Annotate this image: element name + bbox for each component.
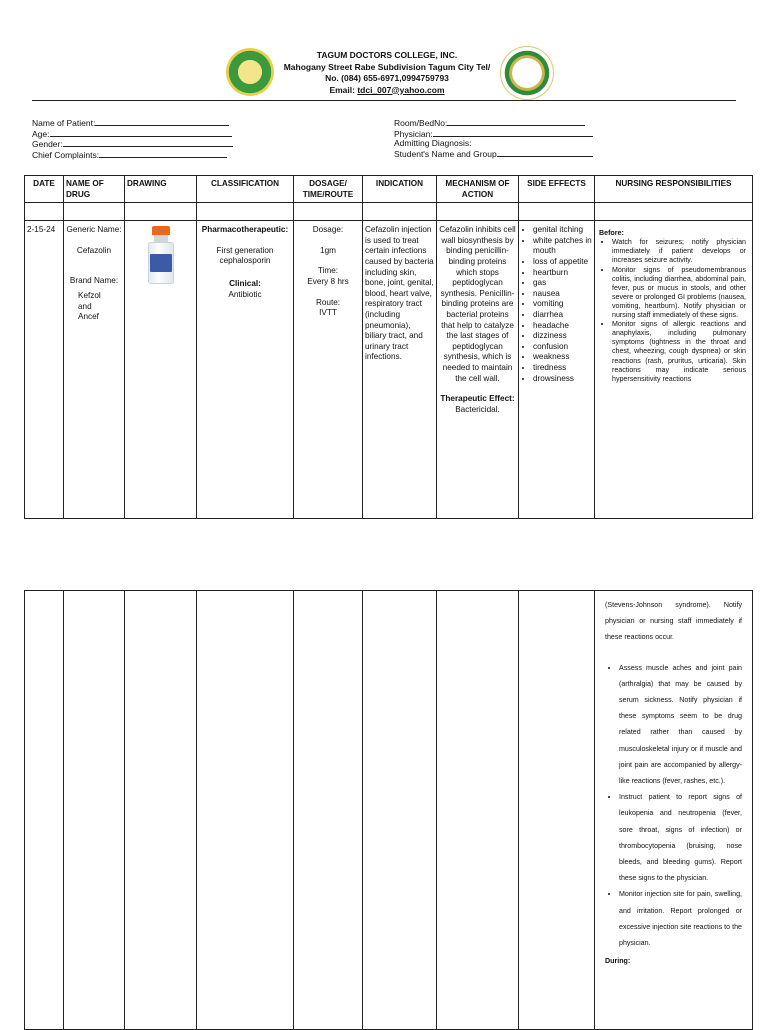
header-divider xyxy=(32,100,736,101)
nursing-continued-cell xyxy=(595,591,753,1030)
side-effects-list xyxy=(521,225,592,384)
time-label: Time: xyxy=(317,266,339,276)
drug-name-cell xyxy=(64,221,125,519)
complaints-label: Chief Complaints: xyxy=(32,149,100,160)
mechanism-text: Cefazolin inhibits cell wall biosynthesis by binding penicillin-binding proteins which stops peptidoglycan synthesis. Penicillin-binding proteins are bacterial proteins that help to catalyze the last stages of peptidoglycan synthesis, which is needed to maintain the cell wall. xyxy=(439,225,516,383)
route-label: Route: xyxy=(315,297,341,307)
header-date: DATE xyxy=(25,176,64,203)
list-item: • heartburn xyxy=(533,268,592,279)
route-value: IVTT xyxy=(319,308,337,318)
header-drawing: DRAWING xyxy=(125,176,197,203)
school-header xyxy=(0,48,768,100)
list-item: • tiredness xyxy=(533,363,592,374)
list-item: • vomiting xyxy=(533,299,592,310)
college-seal-logo xyxy=(226,48,274,96)
age-label: Age: xyxy=(32,128,50,139)
age-row xyxy=(32,129,233,140)
time-value: Every 8 hrs xyxy=(307,276,349,286)
dosage-value: 1gm xyxy=(320,245,336,255)
patient-name-row xyxy=(32,118,233,129)
patient-info-right xyxy=(394,118,593,159)
gender-label: Gender: xyxy=(32,139,63,150)
list-item: • confusion xyxy=(533,342,592,353)
patient-name-label: Name of Patient: xyxy=(32,118,96,128)
list-item: • Monitor signs of pseudomembranous colitis, including diarrhea, abdominal pain, fever, pus or mucus in stools, and other severe or prolonged GI problems (nausea, vomiting, heartburn). Notify physician or nursing staff immediately of these signs. xyxy=(612,266,746,321)
list-item: • gas xyxy=(533,278,592,289)
header-dosage: DOSAGE/ TIME/ROUTE xyxy=(294,176,363,203)
diagnosis-row xyxy=(394,139,593,149)
gender-field[interactable] xyxy=(63,139,233,147)
school-name: TAGUM DOCTORS COLLEGE, INC. xyxy=(316,50,458,60)
list-item: • Monitor injection site for pain, swelling, and irritation. Report prolonged or excessive injection site reactions to the physician. xyxy=(619,886,742,951)
list-item: • dizziness xyxy=(533,331,592,342)
therapeutic-value: Bactericidal. xyxy=(455,404,500,414)
table-header-row xyxy=(25,176,753,203)
drug-study-table-continued xyxy=(24,590,753,1030)
gender-row xyxy=(32,139,233,150)
vial-image xyxy=(147,226,175,284)
list-item: • drowsiness xyxy=(533,374,592,385)
during-label: During: xyxy=(605,957,631,966)
list-item: • Monitor signs of allergic reactions and anaphylaxis, including pulmonary symptoms (tightness in the throat and chest, wheezing, cough dyspnea) or skin reactions (rash, pruritus, urticaria). Skin reactions may indicate serious hypersensitivity reactions xyxy=(612,320,746,384)
student-row xyxy=(394,149,593,160)
school-info xyxy=(276,50,498,96)
room-row xyxy=(394,118,593,129)
generic-label: Generic Name: xyxy=(66,225,122,235)
dosage-label: Dosage: xyxy=(312,225,344,235)
brand-names: Kefzol and Ancef xyxy=(78,290,101,322)
indication-cell: Cefazolin injection is used to treat certain infections caused by bacteria including skin, bone, joint, genital, blood, heart valve, respiratory tract (including pneumonia), biliary tract, and urinary tract infections. xyxy=(363,221,437,519)
header-indication: INDICATION xyxy=(363,176,437,203)
complaints-row xyxy=(32,150,233,161)
list-item: • nausea xyxy=(533,289,592,300)
room-label: Room/BedNo: xyxy=(394,118,448,128)
table-row xyxy=(25,591,753,1030)
list-item: • headache xyxy=(533,321,592,332)
header-mechanism: MECHANISM OF ACTION xyxy=(437,176,519,203)
email-label: Email: xyxy=(329,84,355,95)
school-phone: No. (084) 655-6971,0994759793 xyxy=(325,73,449,83)
list-item: • loss of appetite xyxy=(533,257,592,268)
before-label: Before: xyxy=(599,229,624,238)
list-item: • diarrhea xyxy=(533,310,592,321)
pharma-value: First generation cephalosporin xyxy=(216,245,274,266)
list-item: • Watch for seizures; notify physician immediately if patient develops or increases seizure activity. xyxy=(612,238,746,265)
header-nursing: NURSING RESPONSIBILITIES xyxy=(595,176,753,203)
side-effects-cell xyxy=(519,221,595,519)
brand-label: Brand Name: xyxy=(69,276,119,286)
complaints-field[interactable] xyxy=(99,150,227,158)
nursing-list xyxy=(599,238,746,384)
school-email-link[interactable]: tdci_007@yahoo.com xyxy=(357,84,445,95)
header-side-effects: SIDE EFFECTS xyxy=(519,176,595,203)
nursing-cell xyxy=(595,221,753,519)
therapeutic-label: Therapeutic Effect: xyxy=(440,394,515,404)
age-field[interactable] xyxy=(50,129,232,137)
header-drug-name: NAME OF DRUG xyxy=(64,176,125,203)
list-item: • white patches in mouth xyxy=(533,236,592,257)
header-classification: CLASSIFICATION xyxy=(197,176,294,203)
spacer-row xyxy=(25,203,753,221)
school-address: Mahogany Street Rabe Subdivision Tagum City Tel/ xyxy=(283,61,491,72)
table-row xyxy=(25,221,753,519)
student-field[interactable] xyxy=(497,149,593,157)
pharma-label: Pharmacotherapeutic: xyxy=(201,225,289,235)
list-item: • weakness xyxy=(533,352,592,363)
drug-study-table xyxy=(24,175,753,519)
patient-name-field[interactable] xyxy=(95,118,229,126)
clinical-value: Antibiotic xyxy=(228,289,262,299)
patient-info-left xyxy=(32,118,233,160)
dosage-cell xyxy=(294,221,363,519)
classification-cell xyxy=(197,221,294,519)
room-field[interactable] xyxy=(447,118,585,126)
diagnosis-label: Admitting Diagnosis: xyxy=(394,138,472,149)
generic-name: Cefazolin xyxy=(76,245,112,255)
nursing-seal-logo xyxy=(500,46,554,100)
list-item: • Assess muscle aches and joint pain (arthralgia) that may be caused by serum sickness. Notify physician if these symptoms seem to be drug related rather than caused by musculoskeletal injury or if muscle and joint pain are accompanied by allergy-like reactions (fever, rashes, etc.). xyxy=(619,660,742,790)
date-cell: 2-15-24 xyxy=(25,221,64,519)
clinical-label: Clinical: xyxy=(229,278,261,288)
student-label: Student's Name and Group xyxy=(394,148,497,159)
physician-label: Physician: xyxy=(394,128,433,139)
drawing-cell xyxy=(125,221,197,519)
nursing-list-continued xyxy=(605,660,742,952)
physician-field[interactable] xyxy=(433,129,593,137)
school-email-row xyxy=(276,85,498,97)
list-item: • Instruct patient to report signs of leukopenia and neutropenia (fever, sore throat, signs of infection) or thrombocytopenia (bruising, nose bleeds, and bleeding gums). Report these signs to the physician. xyxy=(619,789,742,886)
list-item: • genital itching xyxy=(533,225,592,236)
mechanism-cell xyxy=(437,221,519,519)
nursing-continuation-text: (Stevens-Johnson syndrome). Notify physician or nursing staff immediately if these reactions occur. xyxy=(605,601,742,642)
